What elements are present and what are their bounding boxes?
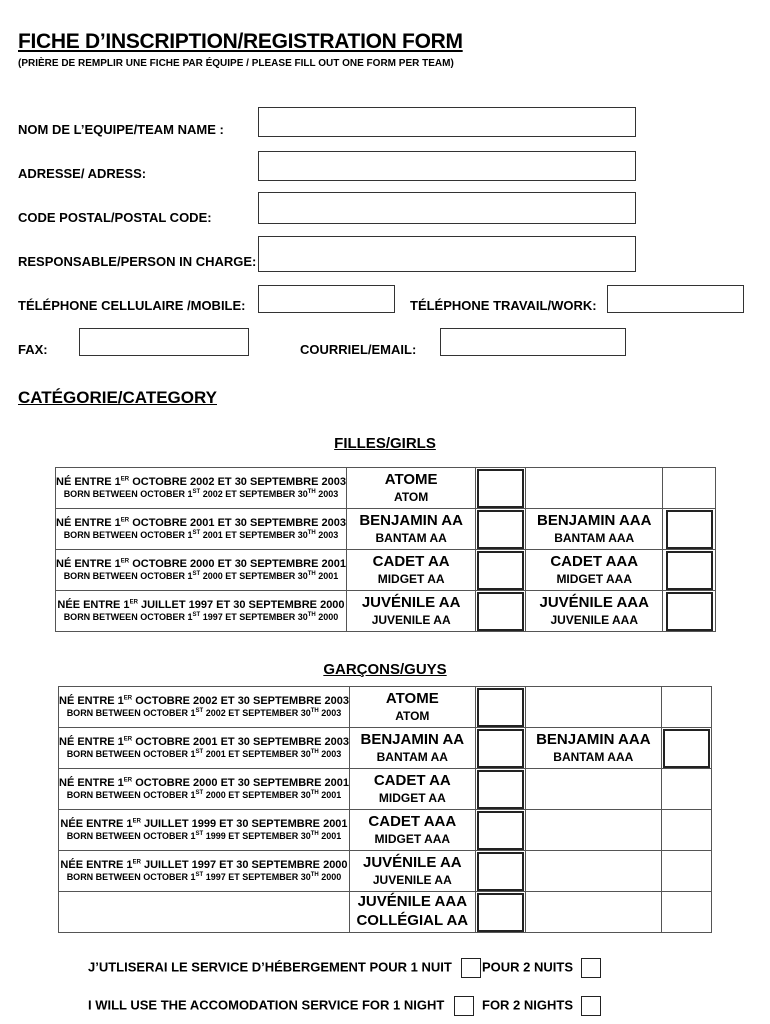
checkbox2-cell (663, 509, 716, 550)
checkbox2-cell (662, 728, 712, 769)
category-heading: CATÉGORIE/CATEGORY (18, 388, 217, 407)
category-fr: JUVÉNILE AAA (357, 893, 468, 911)
person-in-charge-input[interactable] (258, 236, 636, 272)
work-phone-label: TÉLÉPHONE TRAVAIL/WORK: (410, 298, 597, 313)
date-range-cell (59, 892, 350, 933)
date-range-cell (56, 509, 347, 550)
accommodation-en-2nights-row (482, 996, 601, 1016)
date-range-fr: NÉ ENTRE 1ER OCTOBRE 2000 ET 30 SEPTEMBRE 2001 (59, 776, 349, 789)
checkbox-cell (475, 892, 525, 933)
category2-cell (526, 509, 663, 550)
accommodation-fr-2nights: POUR 2 NUITS (482, 959, 574, 975)
accommodation-en-row (88, 996, 474, 1016)
table-row (56, 468, 716, 509)
category2-cell (525, 851, 662, 892)
checkbox-cell (475, 687, 525, 728)
category2-checkbox[interactable] (666, 592, 713, 631)
date-range-cell (59, 851, 350, 892)
category-cell (349, 687, 475, 728)
category-en: MIDGET AA (378, 790, 446, 805)
category-en: JUVENILE AA (372, 872, 452, 887)
category-cell (349, 851, 475, 892)
mobile-label: TÉLÉPHONE CELLULAIRE /MOBILE: (18, 298, 246, 313)
checkbox2-cell (662, 769, 712, 810)
date-range-en: BORN BETWEEN OCTOBER 1ST 1997 ET SEPTEMBER 30TH 2000 (66, 872, 342, 883)
table-row (56, 591, 716, 632)
date-range-fr: NÉ ENTRE 1ER OCTOBRE 2000 ET 30 SEPTEMBRE 2001 (56, 557, 346, 570)
category-cell (349, 892, 475, 933)
date-range-cell (59, 728, 350, 769)
table-row (59, 769, 712, 810)
category-en: ATOM (395, 708, 430, 723)
table-row (59, 810, 712, 851)
category-checkbox[interactable] (477, 811, 524, 850)
category-en: ATOM (394, 489, 429, 504)
date-range-en: BORN BETWEEN OCTOBER 1ST 2002 ET SEPTEMBER 30TH 2003 (63, 489, 339, 500)
date-range-en: BORN BETWEEN OCTOBER 1ST 2002 ET SEPTEMBER 30TH 2003 (66, 708, 342, 719)
category-fr: ATOME (384, 471, 438, 489)
category2-checkbox[interactable] (663, 729, 710, 768)
date-range-en: BORN BETWEEN OCTOBER 1ST 2001 ET SEPTEMBER 30TH 2003 (66, 749, 342, 760)
category-fr: CADET AA (373, 772, 451, 790)
category-fr: ATOME (385, 690, 439, 708)
category-cell (349, 728, 475, 769)
checkbox2-cell (662, 687, 712, 728)
table-row (59, 851, 712, 892)
category-en: BANTAM AA (376, 749, 448, 764)
postal-code-input[interactable] (258, 192, 636, 224)
guys-table (58, 686, 712, 933)
checkbox2-cell (662, 892, 712, 933)
category-cell (349, 810, 475, 851)
category-checkbox[interactable] (477, 852, 524, 891)
guys-heading: GARÇONS/GUYS (323, 661, 447, 678)
fr-1night-checkbox[interactable] (461, 958, 481, 978)
category2-cell (525, 687, 662, 728)
date-range-en: BORN BETWEEN OCTOBER 1ST 2000 ET SEPTEMBER 30TH 2001 (63, 571, 339, 582)
accommodation-fr-2nights-row (482, 958, 601, 978)
category-checkbox[interactable] (477, 592, 524, 631)
category-fr: BENJAMIN AA (360, 731, 465, 749)
date-range-en: BORN BETWEEN OCTOBER 1ST 2000 ET SEPTEMBER 30TH 2001 (66, 790, 342, 801)
checkbox-cell (475, 728, 525, 769)
date-range-fr: NÉE ENTRE 1ER JUILLET 1999 ET 30 SEPTEMBRE 2001 (60, 817, 348, 830)
category2-cell (526, 468, 663, 509)
category-en: JUVENILE AA (371, 612, 451, 627)
category2-fr: BENJAMIN AAA (536, 731, 651, 749)
category2-checkbox[interactable] (666, 510, 713, 549)
category-en: COLLÉGIAL AA (356, 912, 469, 929)
category-fr: JUVÉNILE AA (361, 594, 461, 612)
category2-en: BANTAM AAA (554, 530, 635, 545)
category-checkbox[interactable] (477, 510, 524, 549)
category-cell (346, 550, 475, 591)
category-checkbox[interactable] (477, 688, 524, 727)
checkbox-cell (476, 591, 526, 632)
category2-cell (526, 550, 663, 591)
category2-en: MIDGET AAA (556, 571, 632, 586)
date-range-fr: NÉ ENTRE 1ER OCTOBRE 2002 ET 30 SEPTEMBRE 2003 (56, 475, 346, 488)
address-input[interactable] (258, 151, 636, 181)
table-row (59, 687, 712, 728)
table-row (59, 728, 712, 769)
accommodation-fr-row (88, 958, 481, 978)
fax-label: FAX: (18, 342, 48, 357)
category-checkbox[interactable] (477, 893, 524, 932)
date-range-en: BORN BETWEEN OCTOBER 1ST 1999 ET SEPTEMBER 30TH 2001 (66, 831, 342, 842)
date-range-en: BORN BETWEEN OCTOBER 1ST 2001 ET SEPTEMBER 30TH 2003 (63, 530, 339, 541)
category2-cell (525, 728, 662, 769)
date-range-cell (59, 810, 350, 851)
category2-fr: BENJAMIN AAA (537, 512, 652, 530)
checkbox2-cell (663, 591, 716, 632)
date-range-cell (56, 591, 347, 632)
checkbox-cell (476, 468, 526, 509)
checkbox-cell (475, 851, 525, 892)
date-range-fr: NÉE ENTRE 1ER JUILLET 1997 ET 30 SEPTEMBRE 2000 (57, 598, 345, 611)
table-row (59, 892, 712, 933)
date-range-cell (56, 468, 347, 509)
date-range-fr: NÉ ENTRE 1ER OCTOBRE 2001 ET 30 SEPTEMBRE 2003 (59, 735, 349, 748)
category-cell (346, 468, 475, 509)
postal-code-label: CODE POSTAL/POSTAL CODE: (18, 210, 212, 225)
table-row (56, 550, 716, 591)
date-range-en: BORN BETWEEN OCTOBER 1ST 1997 ET SEPTEMBER 30TH 2000 (63, 612, 339, 623)
date-range-cell (59, 687, 350, 728)
person-in-charge-label: RESPONSABLE/PERSON IN CHARGE: (18, 254, 257, 269)
email-input[interactable] (440, 328, 626, 356)
category-en: MIDGET AAA (374, 831, 451, 846)
checkbox2-cell (662, 810, 712, 851)
category-cell (346, 509, 475, 550)
team-name-label: NOM DE L’EQUIPE/TEAM NAME : (18, 122, 224, 137)
en-1night-checkbox[interactable] (454, 996, 474, 1016)
checkbox-cell (476, 509, 526, 550)
checkbox2-cell (662, 851, 712, 892)
form-title: FICHE D’INSCRIPTION/REGISTRATION FORM (18, 30, 463, 53)
category-fr: BENJAMIN AA (359, 512, 463, 530)
category-en: BANTAM AA (375, 530, 447, 545)
accommodation-fr-1night: J’UTLISERAI LE SERVICE D’HÉBERGEMENT POUR 1 NUIT (88, 959, 452, 975)
category-fr: JUVÉNILE AA (362, 854, 462, 872)
checkbox-cell (475, 769, 525, 810)
category2-cell (525, 892, 662, 933)
work-phone-input[interactable] (607, 285, 744, 313)
team-name-input[interactable] (258, 107, 636, 137)
category2-cell (526, 591, 663, 632)
category-en: MIDGET AA (377, 571, 445, 586)
fax-input[interactable] (79, 328, 249, 356)
category-fr: CADET AA (372, 553, 450, 571)
fr-2nights-checkbox[interactable] (581, 958, 601, 978)
form-subtitle: (PRIÈRE DE REMPLIR UNE FICHE PAR ÉQUIPE / PLEASE FILL OUT ONE FORM PER TEAM) (18, 58, 454, 69)
table-row (56, 509, 716, 550)
accommodation-en-1night: I WILL USE THE ACCOMODATION SERVICE FOR 1 NIGHT (88, 997, 445, 1013)
girls-table (55, 467, 716, 632)
date-range-fr: NÉ ENTRE 1ER OCTOBRE 2002 ET 30 SEPTEMBRE 2003 (59, 694, 349, 707)
category-checkbox[interactable] (477, 469, 524, 508)
checkbox-cell (475, 810, 525, 851)
category2-cell (525, 810, 662, 851)
checkbox-cell (476, 550, 526, 591)
en-2nights-checkbox[interactable] (581, 996, 601, 1016)
date-range-fr: NÉE ENTRE 1ER JUILLET 1997 ET 30 SEPTEMBRE 2000 (60, 858, 348, 871)
category-cell (346, 591, 475, 632)
category2-fr: JUVÉNILE AAA (539, 594, 649, 612)
category-checkbox[interactable] (477, 729, 524, 768)
checkbox2-cell (663, 468, 716, 509)
date-range-cell (59, 769, 350, 810)
category2-fr: CADET AAA (550, 553, 639, 571)
category-checkbox[interactable] (477, 551, 524, 590)
category-fr: CADET AAA (368, 813, 457, 831)
category2-en: JUVENILE AAA (550, 612, 639, 627)
date-range-cell (56, 550, 347, 591)
category2-en: BANTAM AAA (553, 749, 634, 764)
date-range-fr: NÉ ENTRE 1ER OCTOBRE 2001 ET 30 SEPTEMBRE 2003 (56, 516, 346, 529)
girls-heading: FILLES/GIRLS (334, 435, 436, 452)
category-checkbox[interactable] (477, 770, 524, 809)
mobile-input[interactable] (258, 285, 395, 313)
category2-checkbox[interactable] (666, 551, 713, 590)
accommodation-en-2nights: FOR 2 NIGHTS (482, 997, 574, 1013)
category-cell (349, 769, 475, 810)
email-label: COURRIEL/EMAIL: (300, 342, 417, 357)
address-label: ADRESSE/ ADRESS: (18, 166, 147, 181)
category2-cell (525, 769, 662, 810)
checkbox2-cell (663, 550, 716, 591)
